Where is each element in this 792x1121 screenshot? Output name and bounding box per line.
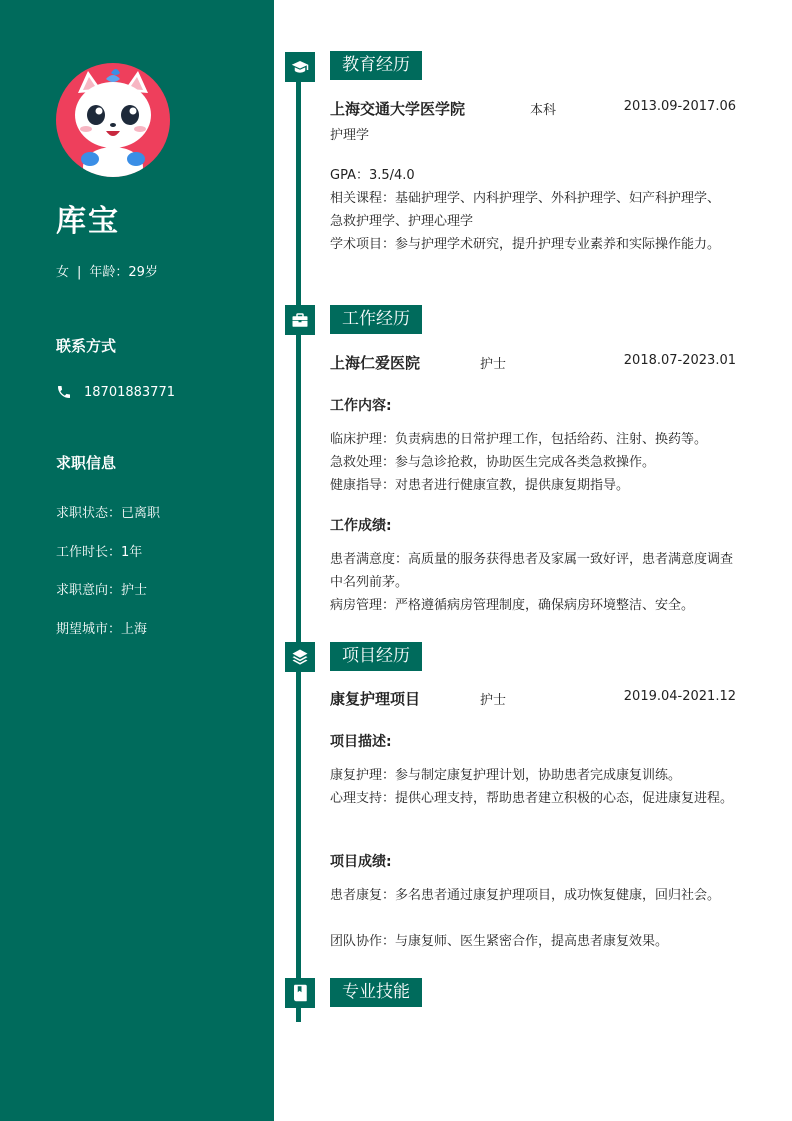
gender: 女 bbox=[56, 265, 70, 280]
avatar bbox=[56, 63, 170, 177]
expected-city: 期望城市：上海 bbox=[56, 622, 148, 637]
project-desc-item: 康复护理：参与制定康复护理计划，协助患者完成康复训练。 bbox=[330, 768, 682, 783]
project-results-label: 项目成绩: bbox=[330, 854, 392, 870]
project-header bbox=[330, 688, 736, 712]
project-name: 康复护理项目 bbox=[330, 690, 421, 708]
project-role: 护士 bbox=[480, 693, 507, 708]
phone-number: 18701883771 bbox=[84, 384, 175, 400]
work-content-item: 急救处理：参与急诊抢救，协助医生完成各类急救操作。 bbox=[330, 455, 656, 470]
education-title: 教育经历 bbox=[330, 51, 422, 80]
major: 护理学 bbox=[330, 128, 370, 143]
project-title: 项目经历 bbox=[330, 642, 422, 671]
project-result-item: 团队协作：与康复师、医生紧密合作，提高患者康复效果。 bbox=[330, 934, 669, 949]
bookmark-book-icon bbox=[285, 978, 315, 1008]
work-result-item: 病房管理：严格遵循病房管理制度，确保病房环境整洁、安全。 bbox=[330, 598, 695, 613]
skills-title: 专业技能 bbox=[330, 978, 422, 1007]
academic-projects: 学术项目：参与护理学术研究，提升护理专业素养和实际操作能力。 bbox=[330, 237, 721, 252]
sidebar bbox=[0, 0, 274, 1121]
basic-info bbox=[56, 261, 158, 280]
education-header bbox=[330, 98, 736, 122]
project-date: 2019.04-2021.12 bbox=[623, 689, 736, 704]
work-results-label: 工作成绩: bbox=[330, 518, 392, 534]
work-role: 护士 bbox=[480, 357, 507, 372]
timeline-line bbox=[296, 54, 301, 1022]
job-intention: 求职意向：护士 bbox=[56, 583, 148, 598]
gpa: GPA：3.5/4.0 bbox=[330, 168, 415, 183]
work-content-label: 工作内容: bbox=[330, 398, 392, 414]
job-info-title: 求职信息 bbox=[56, 454, 117, 472]
work-content-item: 临床护理：负责病患的日常护理工作，包括给药、注射、换药等。 bbox=[330, 432, 708, 447]
school-name: 上海交通大学医学院 bbox=[330, 100, 466, 118]
briefcase-icon bbox=[285, 305, 315, 335]
degree: 本科 bbox=[530, 103, 557, 118]
layers-icon bbox=[285, 642, 315, 672]
job-status: 求职状态：已离职 bbox=[56, 506, 161, 521]
phone-row bbox=[56, 384, 175, 400]
phone-icon bbox=[56, 384, 72, 400]
job-duration: 工作时长：1年 bbox=[56, 545, 143, 560]
age: 年龄：29岁 bbox=[89, 265, 158, 280]
education-date: 2013.09-2017.06 bbox=[623, 99, 736, 114]
project-desc-label: 项目描述: bbox=[330, 734, 392, 750]
work-title: 工作经历 bbox=[330, 305, 422, 334]
work-result-item: 患者满意度：高质量的服务获得患者及家属一致好评，患者满意度调查中名列前茅。 bbox=[330, 552, 734, 590]
hospital-name: 上海仁爱医院 bbox=[330, 354, 421, 372]
info-divider: | bbox=[77, 265, 82, 280]
work-content-item: 健康指导：对患者进行健康宣教，提供康复期指导。 bbox=[330, 478, 630, 493]
name: 库宝 bbox=[56, 204, 120, 239]
contact-title: 联系方式 bbox=[56, 337, 117, 355]
project-desc-item: 心理支持：提供心理支持，帮助患者建立积极的心态，促进康复进程。 bbox=[330, 791, 734, 806]
project-result-item: 患者康复：多名患者通过康复护理项目，成功恢复健康，回归社会。 bbox=[330, 888, 721, 903]
graduation-cap-icon bbox=[285, 52, 315, 82]
courses: 相关课程：基础护理学、内科护理学、外科护理学、妇产科护理学、急救护理学、护理心理学 bbox=[330, 191, 721, 229]
work-date: 2018.07-2023.01 bbox=[623, 353, 736, 368]
work-header bbox=[330, 352, 736, 376]
mascot-illustration bbox=[56, 63, 170, 177]
